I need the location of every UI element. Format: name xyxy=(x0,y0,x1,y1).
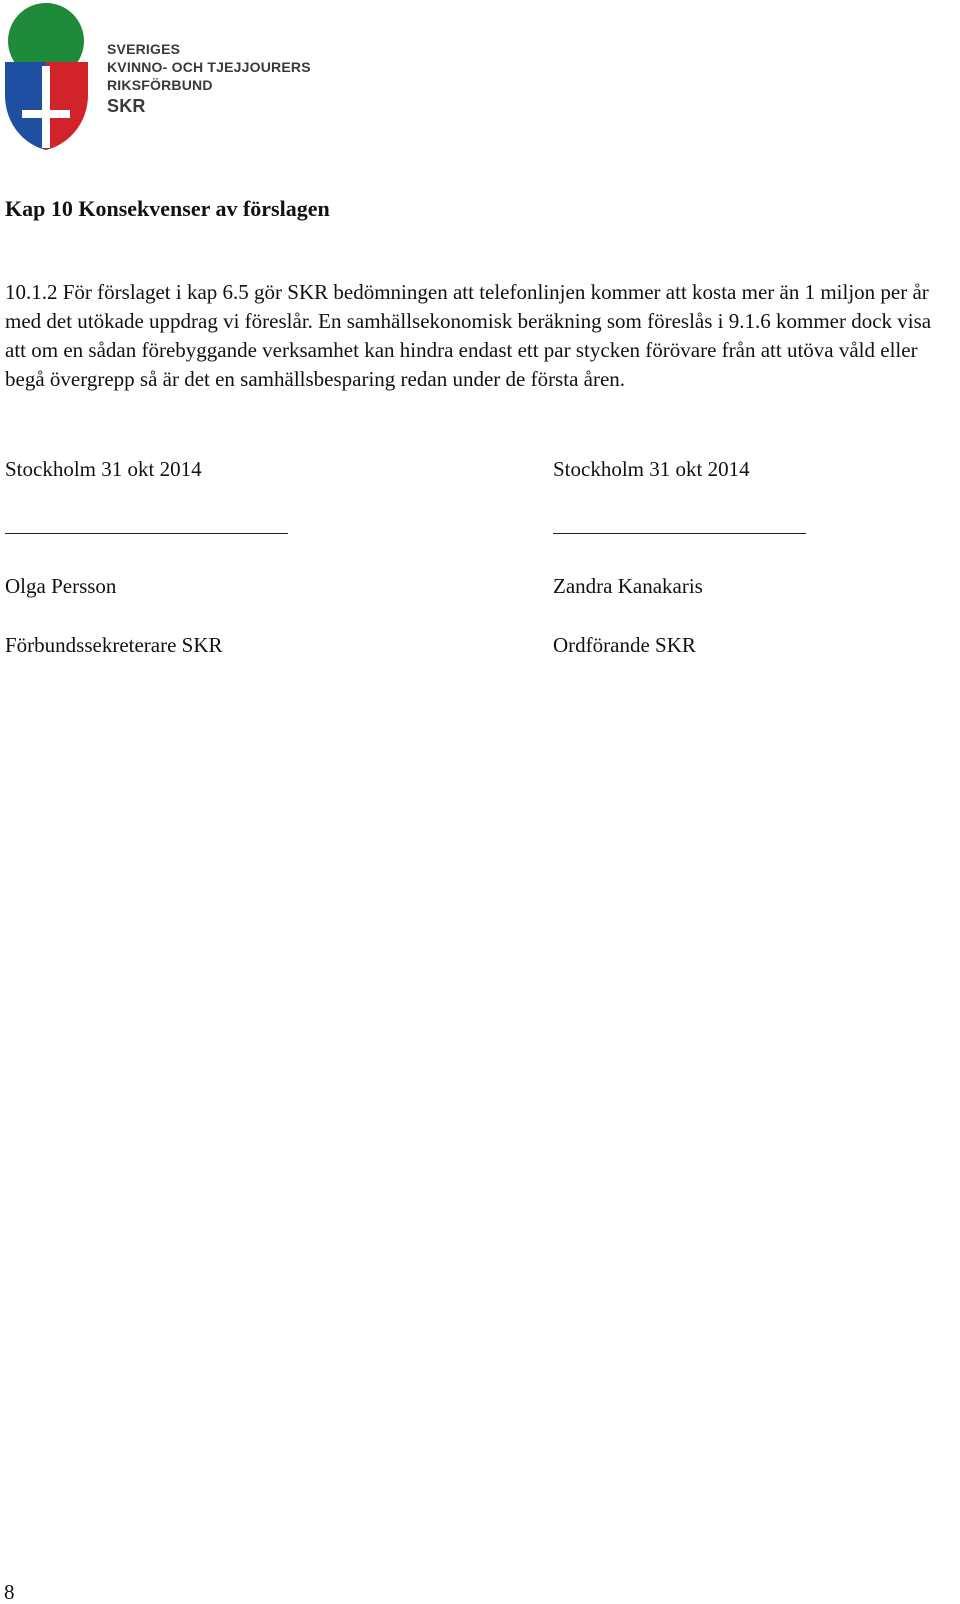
page-number: 8 xyxy=(4,1580,15,1604)
skr-logo xyxy=(0,0,320,160)
logo-text xyxy=(107,40,311,117)
signatory-name: Olga Persson xyxy=(5,574,117,598)
signatory-title: Ordförande SKR xyxy=(553,633,696,657)
signature-line xyxy=(5,533,288,534)
signature-line xyxy=(553,533,806,534)
logo-abbr: SKR xyxy=(107,96,146,116)
logo-line-1: SVERIGES xyxy=(107,41,181,57)
signature-place-date: Stockholm 31 okt 2014 xyxy=(5,457,202,481)
logo-line-2: KVINNO- OCH TJEJJOURERS xyxy=(107,59,311,75)
signature-place-date: Stockholm 31 okt 2014 xyxy=(553,457,750,481)
chapter-heading: Kap 10 Konsekvenser av förslagen xyxy=(5,196,330,221)
logo-line-3: RIKSFÖRBUND xyxy=(107,77,213,93)
body-paragraph: 10.1.2 För förslaget i kap 6.5 gör SKR bedömningen att telefonlinjen kommer att kosta mer än 1 miljon per år med det utökade uppdrag vi föreslår. En samhällsekonomisk beräkning som föreslås i 9.1.6 kommer dock visa att om en sådan förebyggande verksamhet kan hindra endast ett par stycken förövare från att utöva våld eller begå övergrepp så är det en samhällsbesparing redan under de första åren. xyxy=(5,280,932,391)
signatory-title: Förbundssekreterare SKR xyxy=(5,633,223,657)
venus-symbol-icon xyxy=(0,0,100,160)
signatory-name: Zandra Kanakaris xyxy=(553,574,703,598)
